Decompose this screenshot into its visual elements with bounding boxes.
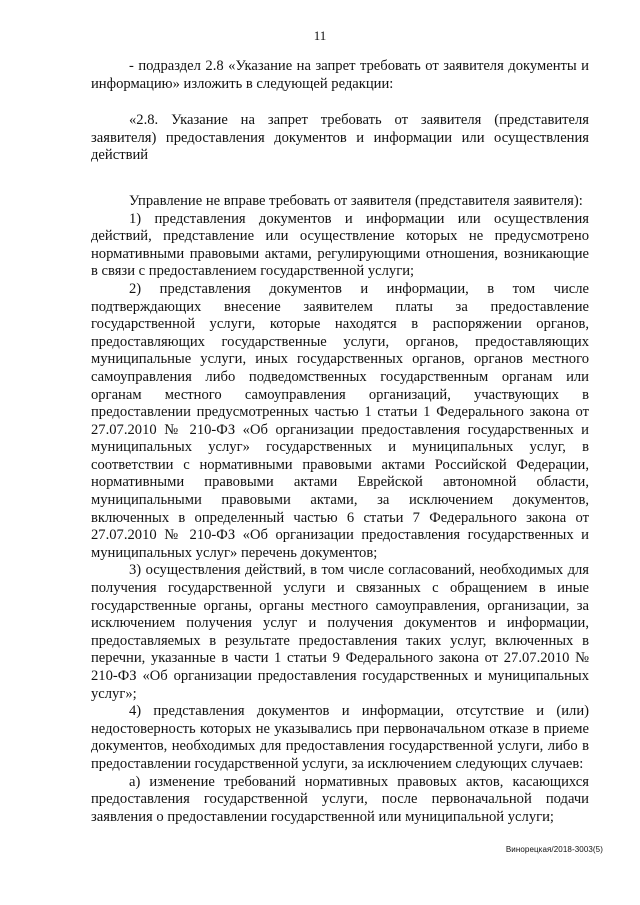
paragraph-item-1: 1) представления документов и информации или осуществления действий, представление или осуществление которых не предусмотрено нормативными правовыми актами, регулирующими отношения, возникающие в связи с предоставлением государственной услуги; — [91, 210, 589, 280]
paragraph-section-heading: «2.8. Указание на запрет требовать от заявителя (представителя заявителя) предоставления документов и информации или осуществления действий — [91, 112, 589, 164]
paragraph-item-4a: а) изменение требований нормативных правовых актов, касающихся предоставления государственной услуги, после первоначальной подачи заявления о предоставлении государственной или муниципальной услуги; — [91, 773, 589, 825]
paragraph-item-3: 3) осуществления действий, в том числе согласований, необходимых для получения государственной услуги и связанных с обращением в иные государственные органы, органы местного самоуправления, организации, за исключением получения услуг и получения документов и информации, предоставляемых в результате предоставления таких услуг, включенных в перечни, указанные в части 1 статьи 9 Федерального закона от 27.07.2010 № 210-ФЗ «Об организации предоставления государственных и муниципальных услуг»; — [91, 562, 589, 702]
page-number: 11 — [313, 28, 327, 43]
paragraph-item-2: 2) представления документов и информации, в том числе подтверждающих внесение заявителем платы за предоставление государственной услуги, которые находятся в распоряжении органов, предоставляющих государственные услуги, органов, предоставляющих муниципальные услуги, иных государственных органов, органов местного самоуправления либо подведомственных государственным органам или органам местного самоуправления организаций, участвующих в предоставлении предусмотренных частью 1 статьи 1 Федерального закона от 27.07.2010 № 210-ФЗ «Об организации предоставления государственных и муниципальных услуг» государственных и муниципальных услуг, в соответствии с нормативными правовыми актами Российской Федерации, нормативными правовыми актами Еврейской автономной области, муниципальными правовыми актами, за исключением документов, включенных в определенный частью 6 статьи 7 Федерального закона от 27.07.2010 № 210-ФЗ «Об организации предоставления государственных и муниципальных услуг» перечень документов; — [91, 280, 589, 561]
paragraph-item-4: 4) представления документов и информации, отсутствие и (или) недостоверность которых не указывались при первоначальном отказе в приеме документов, необходимых для предоставления государственной услуги, либо в предоставлении государственной услуги, за исключением следующих случаев: — [91, 703, 589, 772]
paragraph-management-intro: Управление не вправе требовать от заявителя (представителя заявителя): — [129, 192, 583, 209]
footer-code: Винорецкая/2018-3003(5) — [505, 845, 603, 854]
document-body — [91, 58, 589, 826]
paragraph-subsection-intro: - подраздел 2.8 «Указание на запрет требовать от заявителя документы и информацию» изложить в следующей редакции: — [91, 58, 589, 92]
